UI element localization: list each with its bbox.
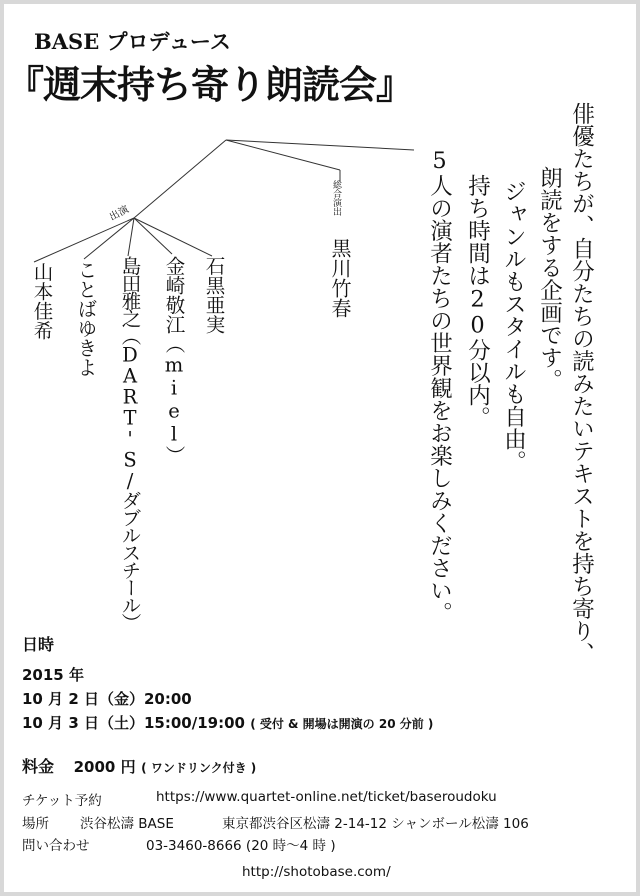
intro-line-2: 朗読をする企画です。 (536, 166, 563, 391)
intro-line-1: 俳優たちが、自分たちの読みたいテキストを持ち寄り、 (568, 102, 595, 665)
intro-line-4: 持ち時間は20分以内。 (464, 174, 491, 429)
schedule-day-2-time: 10 月 3 日（土）15:00/19:00 (22, 714, 245, 732)
intro-line-5: 5人の演者たちの世界観をお楽しみください。 (426, 148, 453, 624)
schedule-day-1: 10 月 2 日（金）20:00 (22, 690, 192, 708)
schedule-year: 2015 年 (22, 666, 84, 684)
venue-name: 渋谷松濤 BASE (80, 816, 174, 832)
cast-member: ことばゆきよ (74, 260, 98, 377)
intro-line-3: ジャンルもスタイルも自由。 (500, 180, 527, 473)
director-role: 総合演出 (331, 180, 341, 216)
cast-role: 出演 (107, 204, 131, 224)
website-url[interactable]: http://shotobase.com/ (242, 864, 391, 880)
schedule-day-2-note: ( 受付 & 開場は開演の 20 分前 ) (250, 717, 434, 731)
price-row (22, 754, 256, 777)
venue-label: 場所 (22, 816, 49, 832)
price-label: 料金 (22, 757, 55, 776)
event-title: 『週末持ち寄り朗読会』 (6, 62, 414, 107)
cast-member: 金崎敬江（miel） (162, 256, 186, 465)
venue-address: 東京都渋谷区松濤 2-14-12 シャンボール松濤 106 (222, 816, 529, 832)
cast-member: 石黒亜実 (202, 256, 226, 334)
flyer-page (4, 4, 636, 892)
schedule-day-2 (22, 712, 433, 733)
price-amount: 2000 円 (73, 758, 136, 776)
contact-label: 問い合わせ (22, 838, 90, 854)
schedule-label: 日時 (22, 635, 55, 654)
producer-line: BASE プロデュース (34, 29, 231, 54)
ticket-url[interactable]: https://www.quartet-online.net/ticket/baseroudoku (156, 789, 497, 805)
ticket-label: チケット予約 (22, 793, 102, 809)
cast-member: 島田雅之（DART'S/ダブルスチール） (118, 256, 142, 631)
director-name: 黒川竹春 (328, 238, 352, 318)
price-note: ( ワンドリンク付き ) (141, 761, 257, 775)
cast-member: 山本佳希 (30, 262, 54, 340)
contact-tel: 03-3460-8666 (20 時〜4 時 ) (146, 838, 336, 854)
